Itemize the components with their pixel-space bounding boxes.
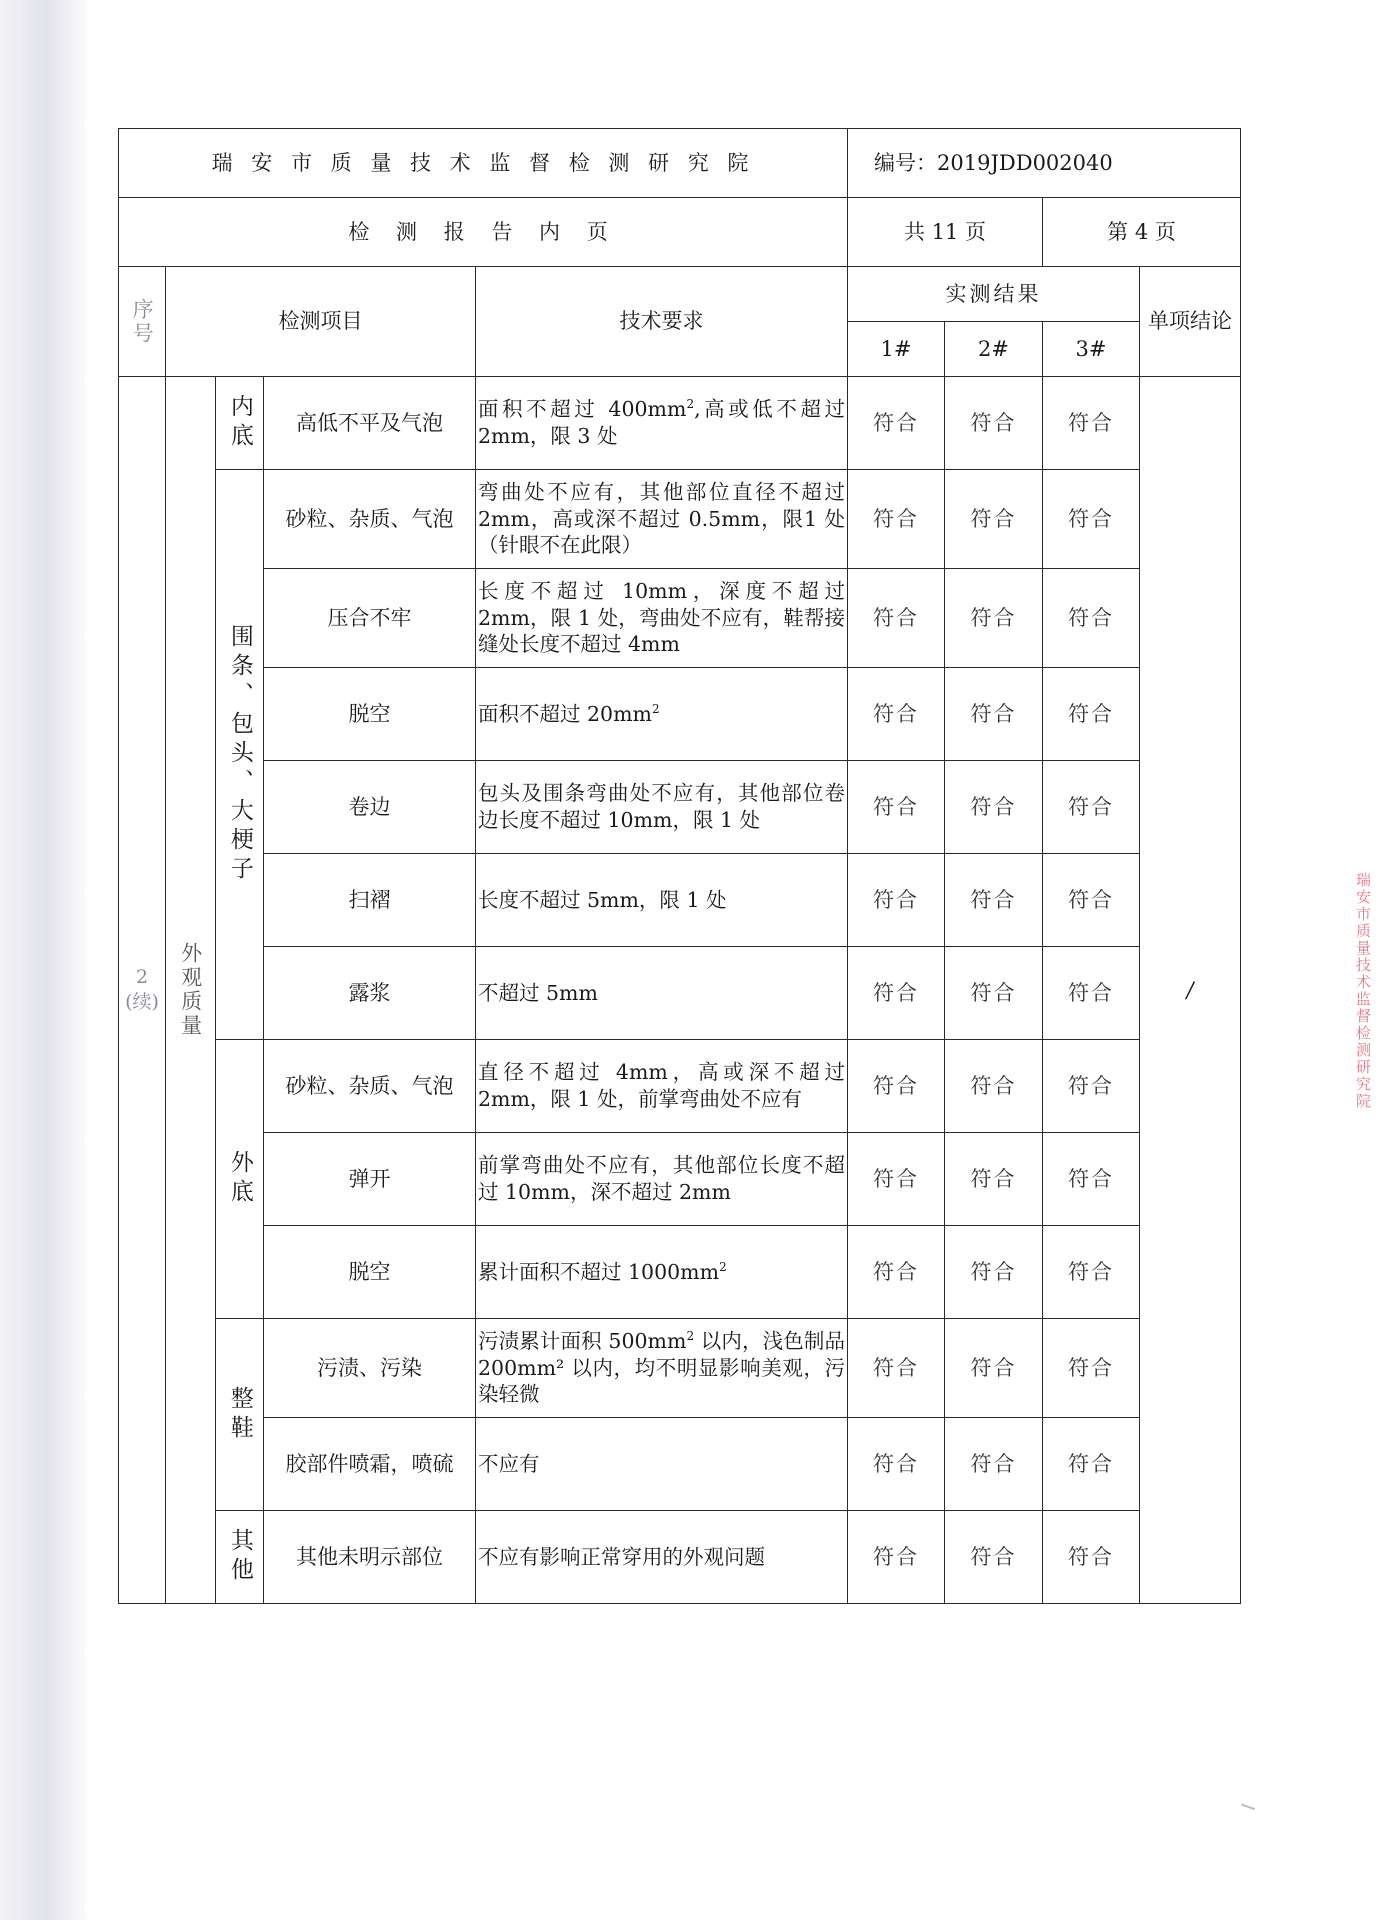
result-cell: 符合 [848,1319,945,1418]
requirement-cell: 不超过 5mm [476,947,848,1040]
result-cell: 符合 [848,854,945,947]
result-cell: 符合 [1043,947,1140,1040]
group-cell: 外底 [216,1040,264,1319]
scan-mark [1241,1798,1257,1810]
result-cell: 符合 [1043,1133,1140,1226]
result-cell: 符合 [848,569,945,668]
table-row [119,947,1241,1040]
seal-stamp: 瑞安市质量技术监督检测研究院 [1354,872,1372,1110]
result-cell: 符合 [1043,761,1140,854]
table-row [119,1226,1241,1319]
result-cell: 符合 [945,1226,1043,1319]
result-cell: 符合 [1043,854,1140,947]
result-cell: 符合 [945,569,1043,668]
item-cell: 脱空 [264,668,476,761]
sample-1-header: 1# [848,322,945,377]
item-cell: 卷边 [264,761,476,854]
seq-cell: 2 (续) [119,377,166,1604]
result-cell: 符合 [848,1418,945,1511]
table-row [119,1319,1241,1418]
result-cell: 符合 [848,470,945,569]
table-row [119,854,1241,947]
item-cell: 砂粒、杂质、气泡 [264,470,476,569]
requirement-cell: 长度不超过 5mm，限 1 处 [476,854,848,947]
item-cell: 胶部件喷霜，喷硫 [264,1418,476,1511]
result-cell: 符合 [945,1319,1043,1418]
item-cell: 弹开 [264,1133,476,1226]
result-cell: 符合 [848,1226,945,1319]
result-cell: 符合 [945,377,1043,470]
result-cell: 符合 [848,668,945,761]
result-cell: 符合 [848,761,945,854]
item-cell: 污渍、污染 [264,1319,476,1418]
col-conclusion-header: 单项结论 [1140,267,1241,377]
result-cell: 符合 [848,1511,945,1604]
item-cell: 其他未明示部位 [264,1511,476,1604]
conclusion-cell: / [1140,377,1241,1604]
item-cell: 高低不平及气泡 [264,377,476,470]
result-cell: 符合 [1043,470,1140,569]
col-results-header: 实测结果 [848,267,1140,322]
item-cell: 露浆 [264,947,476,1040]
result-cell: 符合 [1043,1418,1140,1511]
result-cell: 符合 [945,1418,1043,1511]
table-row [119,761,1241,854]
result-cell: 符合 [1043,1226,1140,1319]
requirement-cell: 面积不超过 $400mm^2$,高或低不超过2mm，限 3 处 [476,377,848,470]
result-cell: 符合 [1043,1511,1140,1604]
requirement-cell: 污渍累计面积 $500mm^2$ 以内，浅色制品 200mm² 以内，均不明显影响美观，污染轻微 [476,1319,848,1418]
group-cell: 整鞋 [216,1319,264,1511]
table-row [119,377,1241,470]
category-cell: 外观质量 [166,377,216,1604]
col-requirement-header: 技术要求 [476,267,848,377]
result-cell: 符合 [1043,377,1140,470]
requirement-cell: 弯曲处不应有，其他部位直径不超过 2mm，高或深不超过 0.5mm，限1 处（针眼不在此限） [476,470,848,569]
requirement-cell: 累计面积不超过 $1000mm^2$ [476,1226,848,1319]
requirement-cell: 面积不超过 $20mm^2$ [476,668,848,761]
report-number: 编号：2019JDD002040 [848,129,1241,198]
result-cell: 符合 [1043,1040,1140,1133]
requirement-cell: 前掌弯曲处不应有，其他部位长度不超过 10mm，深不超过 2mm [476,1133,848,1226]
item-cell: 扫褶 [264,854,476,947]
result-cell: 符合 [945,947,1043,1040]
result-cell: 符合 [945,854,1043,947]
item-cell: 脱空 [264,1226,476,1319]
total-pages: 共 11 页 [848,198,1043,267]
table-row [119,569,1241,668]
table-row [119,1133,1241,1226]
table-row [119,1418,1241,1511]
requirement-cell: 不应有影响正常穿用的外观问题 [476,1511,848,1604]
result-cell: 符合 [1043,569,1140,668]
result-cell: 符合 [945,1511,1043,1604]
result-cell: 符合 [945,668,1043,761]
result-cell: 符合 [848,377,945,470]
table-row [119,1511,1241,1604]
requirement-cell: 直径不超过 4mm，高或深不超过2mm，限 1 处，前掌弯曲处不应有 [476,1040,848,1133]
result-cell: 符合 [945,1040,1043,1133]
report-table [118,128,1241,1604]
report-subtitle: 检 测 报 告 内 页 [119,198,848,267]
result-cell: 符合 [1043,1319,1140,1418]
table-row [119,668,1241,761]
requirement-cell: 长度不超过 10mm，深度不超过2mm，限 1 处，弯曲处不应有，鞋帮接缝处长度不超过 4mm [476,569,848,668]
item-cell: 砂粒、杂质、气泡 [264,1040,476,1133]
result-cell: 符合 [848,947,945,1040]
scan-shadow [0,0,86,1920]
requirement-cell: 不应有 [476,1418,848,1511]
result-cell: 符合 [945,1133,1043,1226]
sample-2-header: 2# [945,322,1043,377]
institute-name: 瑞 安 市 质 量 技 术 监 督 检 测 研 究 院 [119,129,848,198]
group-cell: 围条、包头、大梗子 [216,470,264,1040]
current-page: 第 4 页 [1043,198,1241,267]
result-cell: 符合 [848,1133,945,1226]
group-cell: 其他 [216,1511,264,1604]
result-cell: 符合 [848,1040,945,1133]
table-row [119,1040,1241,1133]
item-cell: 压合不牢 [264,569,476,668]
result-cell: 符合 [1043,668,1140,761]
col-item-header: 检测项目 [166,267,476,377]
result-cell: 符合 [945,470,1043,569]
result-cell: 符合 [945,761,1043,854]
group-cell: 内底 [216,377,264,470]
requirement-cell: 包头及围条弯曲处不应有，其他部位卷边长度不超过 10mm，限 1 处 [476,761,848,854]
sample-3-header: 3# [1043,322,1140,377]
col-seq-header: 序号 [119,267,166,377]
table-row [119,470,1241,569]
